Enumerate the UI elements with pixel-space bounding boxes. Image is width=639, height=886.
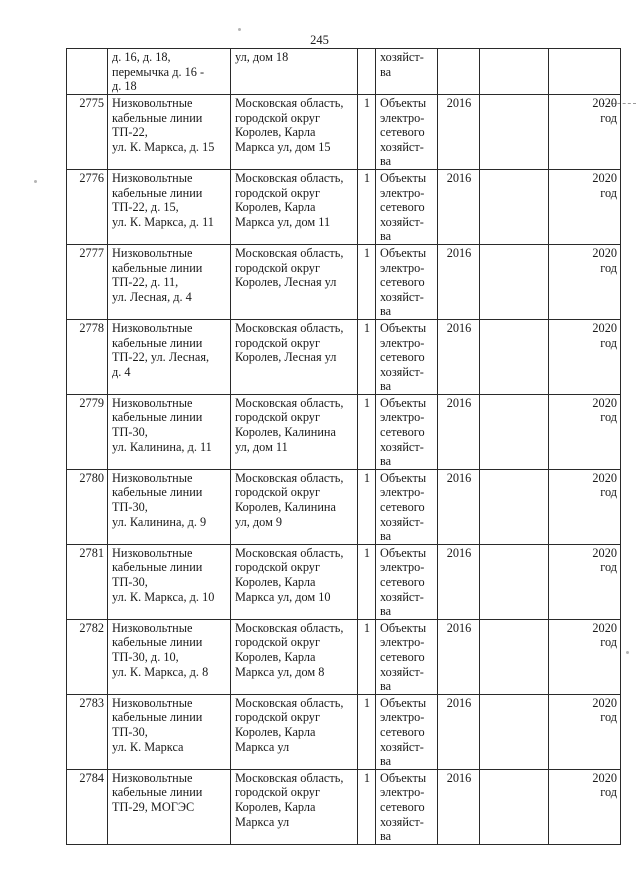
term-cell-line: 2020 xyxy=(592,770,617,785)
object-name-cell-line: ул. Калинина, д. 11 xyxy=(112,439,212,454)
object-kind-cell xyxy=(376,769,438,844)
blank-cell xyxy=(480,244,549,319)
object-name-cell-line: ТП-30, xyxy=(112,724,148,739)
address-cell xyxy=(231,95,358,170)
object-name-cell-line: Низковольтные xyxy=(112,545,193,560)
row-number-cell: 2776 xyxy=(67,169,108,244)
object-kind-cell-line: ва xyxy=(380,829,392,844)
row-number-cell xyxy=(67,49,108,95)
term-cell-line: 2020 xyxy=(592,170,617,185)
object-name-cell xyxy=(108,769,231,844)
term-cell-line: 2020 xyxy=(592,470,617,485)
object-kind-cell xyxy=(376,319,438,394)
row-number-cell: 2780 xyxy=(67,469,108,544)
term-cell-line: год xyxy=(600,485,617,500)
address-cell-line: ул, дом 11 xyxy=(235,439,288,454)
object-name-cell-line: ул. Калинина, д. 9 xyxy=(112,514,207,529)
object-name-cell-line: ТП-30, xyxy=(112,425,148,440)
row-number-cell: 2783 xyxy=(67,694,108,769)
object-kind-cell-line: ва xyxy=(380,454,392,469)
address-cell-line: городской округ xyxy=(235,485,320,500)
object-kind-cell-line: сетевого xyxy=(380,799,425,814)
object-name-cell-line: Низковольтные xyxy=(112,770,193,785)
address-cell-line: городской округ xyxy=(235,710,320,725)
address-cell-line: Королев, Карла xyxy=(235,575,316,589)
object-kind-cell xyxy=(376,394,438,469)
year-cell: 2016 xyxy=(438,694,480,769)
row-number-cell: 2775 xyxy=(67,95,108,170)
blank-cell xyxy=(480,169,549,244)
term-cell-line: год xyxy=(600,110,617,125)
address-cell-line: Московская область, xyxy=(235,245,344,260)
address-cell xyxy=(231,49,358,95)
address-cell-line: Московская область, xyxy=(235,545,344,560)
table-row xyxy=(67,769,621,844)
object-kind-cell xyxy=(376,49,438,95)
table-row xyxy=(67,394,621,469)
scan-speck xyxy=(238,28,241,31)
address-cell xyxy=(231,169,358,244)
quantity-cell xyxy=(358,49,376,95)
object-kind-cell-line: электро- xyxy=(380,785,425,800)
quantity-cell: 1 xyxy=(358,169,376,244)
address-cell-line: Королев, Карла xyxy=(235,200,316,215)
object-name-cell-line: кабельные линии xyxy=(112,485,203,500)
object-name-cell xyxy=(108,694,231,769)
year-cell: 2016 xyxy=(438,394,480,469)
object-kind-cell-line: электро- xyxy=(380,560,425,575)
quantity-cell: 1 xyxy=(358,694,376,769)
registry-table-body xyxy=(67,49,621,845)
address-cell-line: городской округ xyxy=(235,335,320,350)
row-number-cell: 2778 xyxy=(67,319,108,394)
address-cell-line: Королев, Калинина xyxy=(235,425,336,440)
object-kind-cell-line: электро- xyxy=(380,260,425,275)
address-cell-line: Маркса ул, дом 15 xyxy=(235,139,331,154)
object-name-cell-line: д. 18 xyxy=(112,79,137,94)
object-kind-cell-line: сетевого xyxy=(380,350,425,365)
object-name-cell-line: ТП-30, xyxy=(112,575,148,589)
object-name-cell-line: ул. К. Маркса, д. 8 xyxy=(112,664,209,679)
year-cell xyxy=(438,49,480,95)
object-name-cell-line: ул. К. Маркса xyxy=(112,739,184,754)
object-kind-cell xyxy=(376,694,438,769)
object-kind-cell-line: сетевого xyxy=(380,724,425,739)
term-cell xyxy=(549,544,621,619)
object-kind-cell-line: Объекты xyxy=(380,470,427,485)
object-name-cell-line: кабельные линии xyxy=(112,335,203,350)
object-name-cell-line: перемычка д. 16 - xyxy=(112,64,205,79)
object-name-cell-line: кабельные линии xyxy=(112,710,203,725)
term-cell xyxy=(549,244,621,319)
table-row xyxy=(67,694,621,769)
quantity-cell: 1 xyxy=(358,619,376,694)
address-cell-line: Маркса ул xyxy=(235,814,290,829)
object-name-cell-line: ул. К. Маркса, д. 10 xyxy=(112,589,215,604)
term-cell-line: год xyxy=(600,635,617,650)
term-cell xyxy=(549,469,621,544)
object-name-cell-line: д. 16, д. 18, xyxy=(112,50,171,64)
blank-cell xyxy=(480,469,549,544)
object-name-cell-line: кабельные линии xyxy=(112,260,203,275)
year-cell: 2016 xyxy=(438,469,480,544)
address-cell xyxy=(231,544,358,619)
address-cell xyxy=(231,394,358,469)
year-cell: 2016 xyxy=(438,244,480,319)
object-kind-cell-line: электро- xyxy=(380,110,425,125)
table-row xyxy=(67,469,621,544)
term-cell-line: 2020 xyxy=(592,96,617,110)
table-row xyxy=(67,95,621,170)
address-cell-line: Королев, Лесная ул xyxy=(235,350,337,365)
term-cell xyxy=(549,319,621,394)
object-name-cell-line: кабельные линии xyxy=(112,185,203,200)
address-cell-line: Московская область, xyxy=(235,470,344,485)
term-cell-line: 2020 xyxy=(592,395,617,410)
object-kind-cell-line: Объекты xyxy=(380,320,427,335)
address-cell-line: Королев, Карла xyxy=(235,799,316,814)
address-cell xyxy=(231,319,358,394)
blank-cell xyxy=(480,319,549,394)
address-cell-line: Московская область, xyxy=(235,320,344,335)
object-kind-cell-line: Объекты xyxy=(380,245,427,260)
term-cell-line: 2020 xyxy=(592,320,617,335)
quantity-cell: 1 xyxy=(358,769,376,844)
object-name-cell xyxy=(108,394,231,469)
object-kind-cell-line: хозяйст- xyxy=(380,439,424,454)
object-kind-cell-line: электро- xyxy=(380,335,425,350)
object-name-cell-line: ТП-29, МОГЭС xyxy=(112,799,195,814)
object-kind-cell xyxy=(376,244,438,319)
year-cell: 2016 xyxy=(438,619,480,694)
object-kind-cell-line: сетевого xyxy=(380,500,425,515)
object-kind-cell-line: хозяйст- xyxy=(380,814,424,829)
object-name-cell xyxy=(108,244,231,319)
address-cell-line: городской округ xyxy=(235,260,320,275)
year-cell: 2016 xyxy=(438,169,480,244)
object-name-cell-line: кабельные линии xyxy=(112,110,203,125)
quantity-cell: 1 xyxy=(358,319,376,394)
object-kind-cell-line: электро- xyxy=(380,710,425,725)
address-cell-line: городской округ xyxy=(235,185,320,200)
object-name-cell-line: Низковольтные xyxy=(112,96,193,110)
blank-cell xyxy=(480,619,549,694)
term-cell-line: год xyxy=(600,185,617,200)
object-name-cell-line: кабельные линии xyxy=(112,410,203,425)
term-cell-line: год xyxy=(600,785,617,800)
object-name-cell-line: кабельные линии xyxy=(112,635,203,650)
object-kind-cell-line: электро- xyxy=(380,485,425,500)
term-cell xyxy=(549,169,621,244)
object-kind-cell xyxy=(376,169,438,244)
term-cell xyxy=(549,769,621,844)
object-kind-cell-line: ва xyxy=(380,304,392,319)
address-cell xyxy=(231,694,358,769)
object-kind-cell xyxy=(376,95,438,170)
term-cell xyxy=(549,49,621,95)
object-kind-cell xyxy=(376,544,438,619)
object-name-cell-line: д. 4 xyxy=(112,364,131,379)
year-cell: 2016 xyxy=(438,544,480,619)
address-cell-line: Московская область, xyxy=(235,770,344,785)
object-kind-cell-line: хозяйст- xyxy=(380,289,424,304)
row-number-cell: 2781 xyxy=(67,544,108,619)
object-kind-cell-line: ва xyxy=(380,64,392,79)
object-kind-cell-line: Объекты xyxy=(380,170,427,185)
address-cell-line: ул, дом 18 xyxy=(235,50,289,64)
object-kind-cell-line: сетевого xyxy=(380,275,425,290)
term-cell xyxy=(549,619,621,694)
object-kind-cell-line: хозяйст- xyxy=(380,664,424,679)
object-name-cell-line: ТП-30, xyxy=(112,500,148,515)
object-name-cell-line: ТП-22, xyxy=(112,125,148,140)
object-name-cell-line: Низковольтные xyxy=(112,395,193,410)
address-cell-line: Королев, Калинина xyxy=(235,500,336,515)
row-number-cell: 2782 xyxy=(67,619,108,694)
scan-speck xyxy=(34,180,37,183)
scan-speck xyxy=(626,651,629,654)
year-cell: 2016 xyxy=(438,319,480,394)
object-kind-cell-line: хозяйст- xyxy=(380,214,424,229)
object-name-cell xyxy=(108,49,231,95)
object-kind-cell-line: Объекты xyxy=(380,770,427,785)
term-cell-line: год xyxy=(600,410,617,425)
address-cell-line: городской округ xyxy=(235,635,320,650)
object-kind-cell-line: электро- xyxy=(380,635,425,650)
address-cell-line: Королев, Лесная ул xyxy=(235,275,337,290)
address-cell-line: Королев, Карла xyxy=(235,649,316,664)
address-cell-line: Маркса ул, дом 11 xyxy=(235,214,331,229)
address-cell xyxy=(231,244,358,319)
object-kind-cell-line: ва xyxy=(380,379,392,394)
object-kind-cell-line: электро- xyxy=(380,410,425,425)
blank-cell xyxy=(480,769,549,844)
address-cell-line: Московская область, xyxy=(235,395,344,410)
address-cell-line: Московская область, xyxy=(235,170,344,185)
object-kind-cell-line: Объекты xyxy=(380,620,427,635)
registry-table xyxy=(66,48,621,845)
object-name-cell xyxy=(108,319,231,394)
term-cell-line: год xyxy=(600,335,617,350)
address-cell xyxy=(231,769,358,844)
term-cell-line: 2020 xyxy=(592,245,617,260)
page-number: 245 xyxy=(310,33,329,47)
term-cell-line: год xyxy=(600,560,617,575)
table-row xyxy=(67,169,621,244)
object-kind-cell-line: сетевого xyxy=(380,649,425,664)
object-kind-cell-line: ва xyxy=(380,679,392,694)
term-cell xyxy=(549,95,621,170)
table-row xyxy=(67,244,621,319)
table-row xyxy=(67,544,621,619)
object-name-cell-line: ТП-30, д. 10, xyxy=(112,649,179,664)
blank-cell xyxy=(480,49,549,95)
address-cell-line: Московская область, xyxy=(235,96,344,110)
object-name-cell-line: Низковольтные xyxy=(112,245,193,260)
address-cell xyxy=(231,619,358,694)
address-cell-line: Маркса ул, дом 8 xyxy=(235,664,325,679)
object-kind-cell-line: сетевого xyxy=(380,425,425,440)
quantity-cell: 1 xyxy=(358,95,376,170)
object-name-cell-line: ТП-22, ул. Лесная, xyxy=(112,350,210,365)
object-kind-cell-line: сетевого xyxy=(380,200,425,215)
year-cell: 2016 xyxy=(438,95,480,170)
quantity-cell: 1 xyxy=(358,244,376,319)
object-kind-cell-line: хозяйст- xyxy=(380,739,424,754)
object-kind-cell-line: ва xyxy=(380,754,392,769)
object-name-cell xyxy=(108,544,231,619)
object-name-cell-line: ул. Лесная, д. 4 xyxy=(112,289,192,304)
address-cell-line: Маркса ул xyxy=(235,739,290,754)
address-cell-line: Маркса ул, дом 10 xyxy=(235,589,331,604)
object-name-cell xyxy=(108,619,231,694)
term-cell-line: год xyxy=(600,260,617,275)
row-number-cell: 2779 xyxy=(67,394,108,469)
object-kind-cell-line: хозяйст- xyxy=(380,364,424,379)
address-cell-line: Московская область, xyxy=(235,620,344,635)
object-name-cell-line: Низковольтные xyxy=(112,320,193,335)
object-name-cell-line: ул. К. Маркса, д. 15 xyxy=(112,139,215,154)
term-cell-line: 2020 xyxy=(592,545,617,560)
object-kind-cell-line: Объекты xyxy=(380,395,427,410)
object-name-cell-line: ул. К. Маркса, д. 11 xyxy=(112,214,214,229)
object-kind-cell-line: сетевого xyxy=(380,575,425,589)
address-cell-line: городской округ xyxy=(235,110,320,125)
blank-cell xyxy=(480,694,549,769)
object-kind-cell-line: ва xyxy=(380,529,392,544)
object-kind-cell-line: ва xyxy=(380,604,392,619)
object-name-cell-line: ТП-22, д. 11, xyxy=(112,275,179,290)
address-cell-line: Московская область, xyxy=(235,695,344,710)
term-cell-line: 2020 xyxy=(592,620,617,635)
object-name-cell-line: кабельные линии xyxy=(112,560,203,575)
object-kind-cell-line: ва xyxy=(380,154,392,169)
quantity-cell: 1 xyxy=(358,394,376,469)
address-cell-line: Королев, Карла xyxy=(235,125,316,140)
quantity-cell: 1 xyxy=(358,544,376,619)
address-cell-line: ул, дом 9 xyxy=(235,514,283,529)
row-number-cell: 2777 xyxy=(67,244,108,319)
object-name-cell-line: Низковольтные xyxy=(112,170,193,185)
object-kind-cell-line: хозяйст- xyxy=(380,589,424,604)
term-cell-line: год xyxy=(600,710,617,725)
object-kind-cell-line: хозяйст- xyxy=(380,514,424,529)
object-kind-cell-line: Объекты xyxy=(380,96,427,110)
blank-cell xyxy=(480,394,549,469)
object-kind-cell-line: электро- xyxy=(380,185,425,200)
object-kind-cell xyxy=(376,619,438,694)
object-name-cell-line: ТП-22, д. 15, xyxy=(112,200,179,215)
quantity-cell: 1 xyxy=(358,469,376,544)
table-row xyxy=(67,319,621,394)
object-kind-cell-line: Объекты xyxy=(380,545,427,560)
object-kind-cell-line: хозяйст- xyxy=(380,50,424,64)
blank-cell xyxy=(480,95,549,170)
address-cell xyxy=(231,469,358,544)
object-kind-cell xyxy=(376,469,438,544)
term-cell xyxy=(549,694,621,769)
object-kind-cell-line: ва xyxy=(380,229,392,244)
blank-cell xyxy=(480,544,549,619)
address-cell-line: городской округ xyxy=(235,785,320,800)
object-name-cell-line: Низковольтные xyxy=(112,620,193,635)
term-cell xyxy=(549,394,621,469)
object-name-cell-line: кабельные линии xyxy=(112,785,203,800)
object-name-cell xyxy=(108,469,231,544)
object-name-cell xyxy=(108,95,231,170)
address-cell-line: городской округ xyxy=(235,410,320,425)
row-number-cell: 2784 xyxy=(67,769,108,844)
address-cell-line: городской округ xyxy=(235,560,320,575)
object-name-cell-line: Низковольтные xyxy=(112,470,193,485)
table-row xyxy=(67,49,621,95)
table-row xyxy=(67,619,621,694)
object-kind-cell-line: сетевого xyxy=(380,125,425,140)
object-kind-cell-line: хозяйст- xyxy=(380,139,424,154)
object-name-cell xyxy=(108,169,231,244)
object-name-cell-line: Низковольтные xyxy=(112,695,193,710)
year-cell: 2016 xyxy=(438,769,480,844)
term-cell-line: 2020 xyxy=(592,695,617,710)
object-kind-cell-line: Объекты xyxy=(380,695,427,710)
address-cell-line: Королев, Карла xyxy=(235,724,316,739)
